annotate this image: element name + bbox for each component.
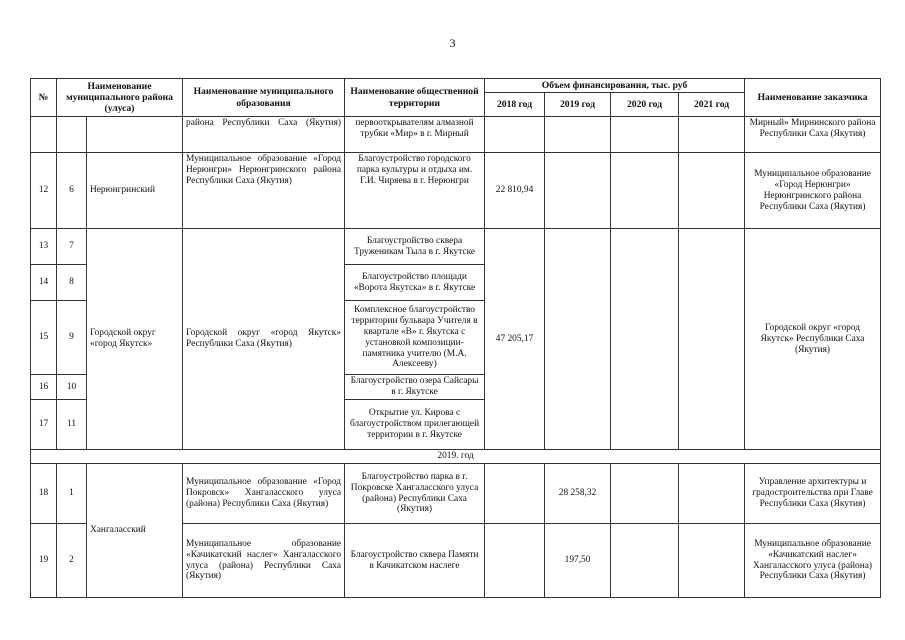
cell-territory: Благоустройство площади «Ворота Якутска» в г. Якутске	[345, 265, 485, 301]
cell-2020	[611, 117, 679, 153]
header-funding: Объем финансирования, тыс. руб	[485, 79, 745, 93]
cell-2019: 28 258,32	[545, 464, 611, 524]
cell-customer: Муниципальное образование «Качикатский наслег» Хангаласского улуса (района) Республики Саха (Якутия)	[745, 524, 881, 598]
header-customer: Наименование заказчика	[745, 79, 881, 117]
cell-customer-yakutsk: Городской округ «город Якутск» Республики Саха (Якутия)	[745, 229, 881, 450]
cell-territory: Благоустройство городского парка культуры и отдыха им. Г.И. Чиряева в г. Нерюнгри	[345, 153, 485, 229]
cell-num: 15	[31, 301, 57, 375]
cell-territory: Благоустройство парка в г. Покровске Хангаласского улуса (района) Республики Саха (Якутия)	[345, 464, 485, 524]
cell-num-local: 6	[57, 153, 87, 229]
cell-num-local: 1	[57, 464, 87, 524]
cell-2018	[485, 524, 545, 598]
header-year-2020: 2020 год	[611, 93, 679, 117]
header-year-2019: 2019 год	[545, 93, 611, 117]
cell-2021-yakutsk	[679, 229, 745, 450]
cell-2019	[545, 153, 611, 229]
cell-2019-yakutsk	[545, 229, 611, 450]
header-municipality: Наименование муниципального образования	[183, 79, 345, 117]
cell-territory: Открытие ул. Кирова с благоустройством прилегающей территории в г. Якутске	[345, 400, 485, 450]
cell-district: Нерюнгринский	[87, 153, 183, 229]
cell-district	[87, 117, 183, 153]
funding-table	[30, 78, 881, 598]
cell-num-local: 2	[57, 524, 87, 598]
cell-num: 14	[31, 265, 57, 301]
cell-territory: Благоустройство озера Сайсары в г. Якутске	[345, 375, 485, 400]
cell-2021	[679, 524, 745, 598]
cell-district-yakutsk: Городской округ «город Якутск»	[87, 229, 183, 450]
cell-2021	[679, 153, 745, 229]
cell-municipality: Муниципальное образование «Качикатский наслег» Хангаласского улуса (района) Республики Саха (Якутия)	[183, 524, 345, 598]
cell-municipality: Муниципальное образование «Город Нерюнгри» Нерюнгринского района Республики Саха (Якутия)	[183, 153, 345, 229]
header-row-1	[31, 79, 881, 93]
cell-territory: Благоустройство сквера Труженикам Тыла в г. Якутске	[345, 229, 485, 265]
table-row-18	[31, 464, 881, 524]
cell-2021	[679, 464, 745, 524]
cell-num-local: 11	[57, 400, 87, 450]
cell-num-local: 10	[57, 375, 87, 400]
cell-municipality: района Республики Саха (Якутия)	[183, 117, 345, 153]
cell-2018	[485, 464, 545, 524]
header-territory: Наименование общественной территории	[345, 79, 485, 117]
cell-2018: 22 810,94	[485, 153, 545, 229]
table-row-continuation	[31, 117, 881, 153]
cell-territory: Благоустройство сквера Памяти в Качикатском наслеге	[345, 524, 485, 598]
cell-num-local	[57, 117, 87, 153]
header-num: №	[31, 79, 57, 117]
cell-district-khangalassky: Хангаласский	[87, 464, 183, 598]
cell-2020	[611, 153, 679, 229]
page-number: 3	[449, 36, 456, 50]
table-row-13	[31, 229, 881, 265]
cell-num-local: 7	[57, 229, 87, 265]
cell-territory: Комплексное благоустройство территории бульвара Учителя в квартале «В» г. Якутска с установкой композиции-памятника учителю (М.А. Алексееву)	[345, 301, 485, 375]
cell-2020	[611, 524, 679, 598]
cell-num: 13	[31, 229, 57, 265]
cell-2018-yakutsk: 47 205,17	[485, 229, 545, 450]
section-row-2019	[31, 450, 881, 464]
header-district: Наименование муниципального района (улуса)	[57, 79, 183, 117]
cell-2018	[485, 117, 545, 153]
cell-territory: первооткрывателям алмазной трубки «Мир» в г. Мирный	[345, 117, 485, 153]
cell-num: 16	[31, 375, 57, 400]
cell-2019	[545, 117, 611, 153]
cell-customer: Мирный» Мирнинского района Республики Саха (Якутия)	[745, 117, 881, 153]
cell-num: 19	[31, 524, 57, 598]
cell-2020-yakutsk	[611, 229, 679, 450]
cell-num: 12	[31, 153, 57, 229]
cell-2021	[679, 117, 745, 153]
cell-customer: Муниципальное образование «Город Нерюнгри» Нерюнгринского района Республики Саха (Якутия)	[745, 153, 881, 229]
header-year-2018: 2018 год	[485, 93, 545, 117]
cell-2020	[611, 464, 679, 524]
cell-num: 17	[31, 400, 57, 450]
cell-num-local: 8	[57, 265, 87, 301]
cell-num-local: 9	[57, 301, 87, 375]
cell-municipality: Муниципальное образование «Город Покровск» Хангаласского улуса (района) Республики Саха (Якутия)	[183, 464, 345, 524]
cell-municipality-yakutsk: Городской округ «город Якутск» Республики Саха (Якутия)	[183, 229, 345, 450]
cell-num	[31, 117, 57, 153]
cell-customer: Управление архитектуры и градостроительства при Главе Республики Саха (Якутия)	[745, 464, 881, 524]
section-title: 2019. год	[31, 450, 881, 464]
table-row-12	[31, 153, 881, 229]
cell-2019: 197,50	[545, 524, 611, 598]
header-year-2021: 2021 год	[679, 93, 745, 117]
cell-num: 18	[31, 464, 57, 524]
